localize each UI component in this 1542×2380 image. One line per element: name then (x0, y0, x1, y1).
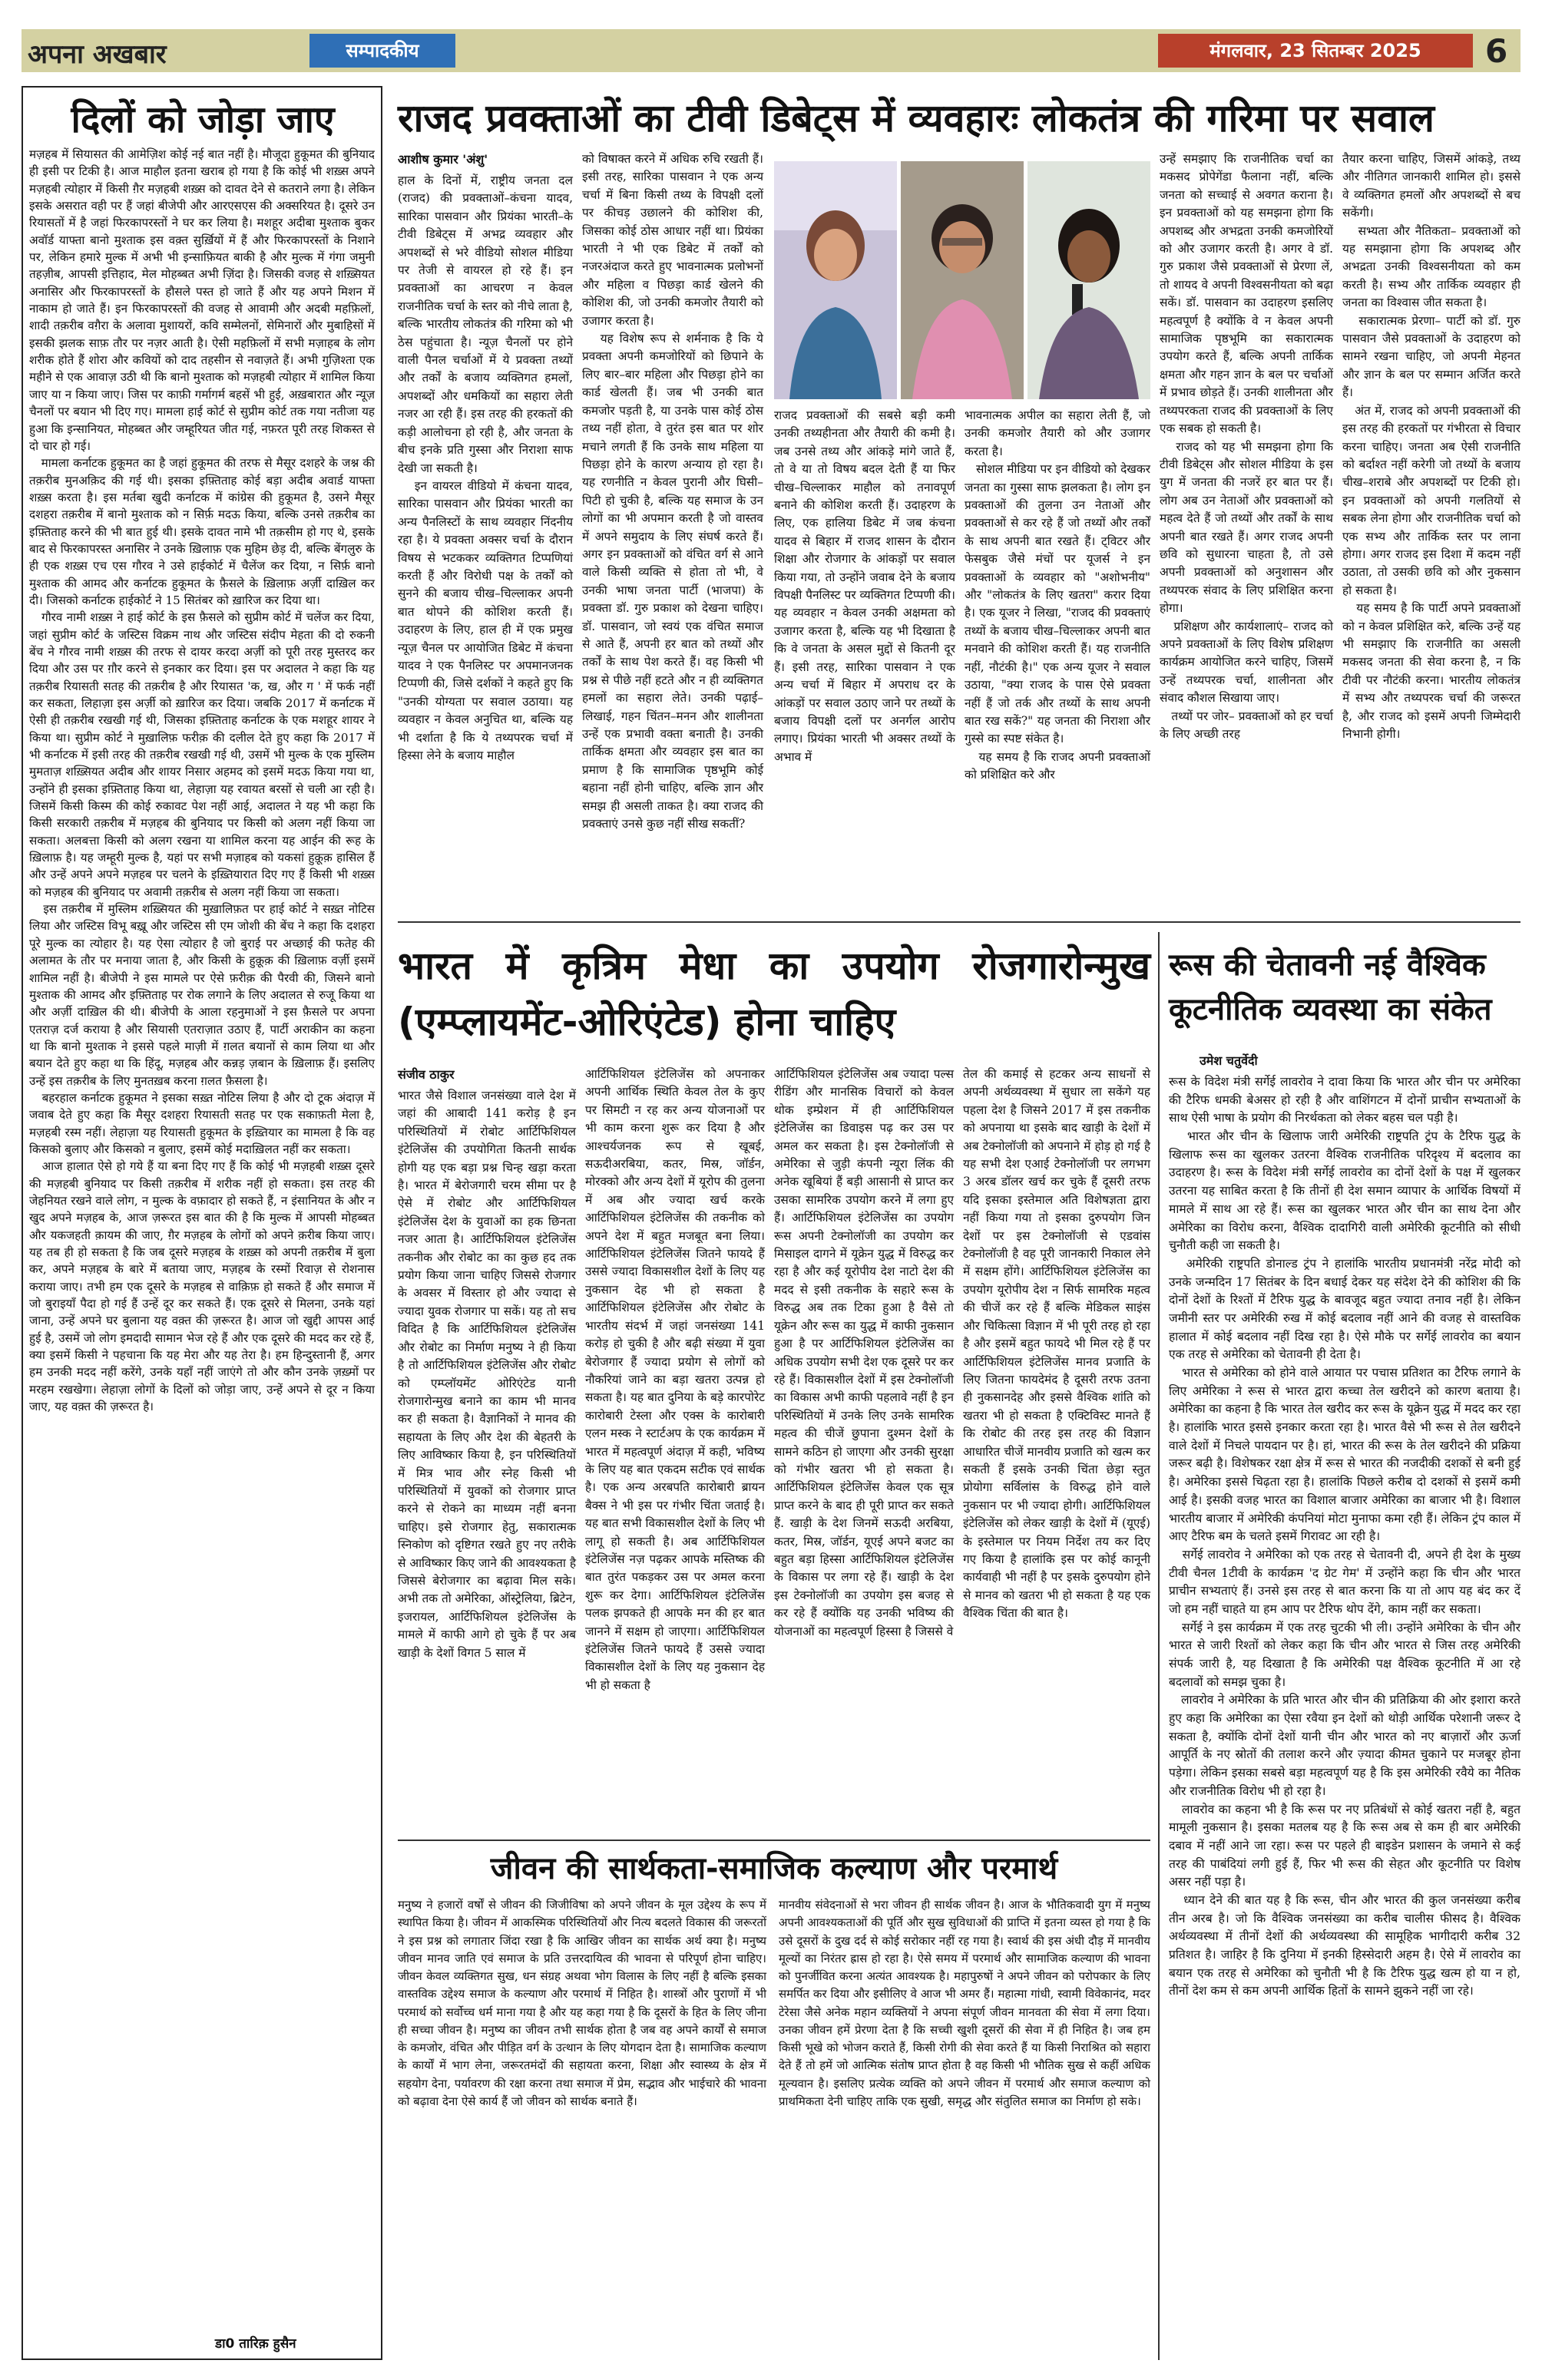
left-article-byline: डा0 तारिक़ हुसैन (215, 2336, 296, 2352)
page-number: 6 (1485, 32, 1508, 70)
article1-text-2: को विषाक्त करने में अधिक रुचि रखती हैं। इसी तरह, सारिका पासवान ने एक अन्य चर्चा में बिना किसी तथ्य के विपक्षी दलों पर कीचड़ उछालने की कोशिश की, जिसका कोई ठोस आधार नहीं था। प्रियंका भारती ने भी एक डिबेट में तर्कों को नजरअंदाज करते हुए भावनात्मक प्रलोभनों और महिला व पिछड़ा कार्ड खेलने की कोशिश की, जो उनकी कमजोर तैयारी को उजागर करता है। यह विशेष रूप से शर्मनाक है कि ये प्रवक्ता अपनी कमजोरियों को छिपाने के लिए बार–बार महिला और पिछड़ा होने का कार्ड खेलती हैं। जब भी उनकी बात कमजोर पड़ती है, या उनके पास कोई ठोस तथ्य नहीं होता, वे तुरंत इस बात पर शोर मचाने लगती हैं कि उनके साथ महिला या पिछड़ा होने के कारण अन्याय हो रहा है। यह रणनीति न केवल पुरानी और घिसी–पिटी हो चुकी है, बल्कि यह समाज के उन लोगों का भी अपमान करती है जो वास्तव में अपने समुदाय के लिए संघर्ष करते हैं। अगर इन प्रवक्ताओं को वंचित वर्ग से आने वाले किसी व्यक्ति से होता तो भी, वे उनकी भाषा जनता पार्टी (भाजपा) के प्रवक्ता डॉ. गुरु प्रकाश को देखना चाहिए। डॉ. पासवान, जो स्वयं एक वंचित समाज से आते हैं, अपनी हर बात को तथ्यों और तर्कों के साथ पेश करते हैं। वह किसी भी प्रश्न से पीछे नहीं हटते और न ही व्यक्तिगत हमलों का सहारा लेते। उनकी पढ़ाई–लिखाई, गहन चिंतन–मनन और शालीनता उन्हें एक प्रभावी वक्ता बनाती है। उनकी तार्किक क्षमता और व्यवहार इस बात का प्रमाण है कि सामाजिक पृष्ठभूमि कोई बहाना नहीं होनी चाहिए, बल्कि ज्ञान और समझ ही असली ताकत है। क्या राजद की प्रवक्ताएं उनसे कुछ नहीं सीख सकतीं? (582, 152, 763, 831)
article2-col-2 (585, 1066, 769, 1833)
article3-headline: रूस की चेतावनी नई वैश्विक कूटनीतिक व्यवस्था का संकेत (1169, 947, 1492, 1027)
article4-col-2 (779, 1896, 1154, 2360)
article1-col-1 (398, 150, 573, 911)
article4-text-2: मानवीय संवेदनाओं से भरा जीवन ही सार्थक जीवन है। आज के भौतिकवादी युग में मनुष्य अपनी आवश्यकताओं की पूर्ति और सुख सुविधाओं की प्राप्ति में इतना व्यस्त हो गया है कि उसे दूसरों के दुख दर्द से कोई सरोकार नहीं रह गया है। स्वार्थ की इस अंधी दौड़ में मानवीय मूल्यों का निरंतर ह्रास हो रहा है। ऐसे समय में परमार्थ और सामाजिक कल्याण की भावना को पुनर्जीवित करना अत्यंत आवश्यक है। महापुरुषों ने अपने जीवन को परोपकार के लिए समर्पित कर दिया और इसीलिए वे आज भी अमर हैं। महात्मा गांधी, स्वामी विवेकानंद, मदर टेरेसा जैसे अनेक महान व्यक्तियों ने अपना संपूर्ण जीवन मानवता की सेवा में लगा दिया। उनका जीवन हमें प्रेरणा देता है कि सच्ची खुशी दूसरों की सेवा में ही निहित है। जब हम किसी भूखे को भोजन कराते हैं, किसी रोगी की सेवा करते हैं या किसी निराश्रित को सहारा देते हैं तो हमें जो आत्मिक संतोष प्राप्त होता है वह किसी भी भौतिक सुख से कहीं अधिक मूल्यवान है। इसलिए प्रत्येक व्यक्ति को अपने जीवन में परमार्थ और समाज कल्याण को प्राथमिकता देनी चाहिए ताकि एक सुखी, समृद्ध और संतुलित समाज का निर्माण हो सके। (779, 1898, 1154, 2108)
article2-col-1 (398, 1066, 580, 1833)
article2-author: संजीव ठाकुर (398, 1067, 455, 1082)
section-label: सम्पादकीय (309, 34, 455, 68)
page-header (22, 29, 1520, 72)
article2-text-3: आर्टिफिशियल इंटेलिजेंस अब ज्यादा पल्स रीडिंग और मानसिक विचारों को केवल थोक इम्प्रेशन में ही आर्टिफिशियल इंटेलिजेंस का डिवाइस पढ़ कर उस पर अमल कर सकता है। इस टेक्नोलॉजी से अमेरिका से जुड़ी कंपनी न्यूरा लिंक की अनेक खूबियां हैं बड़ी आसानी से प्राप्त कर उसका सामरिक उपयोग करने में लगा हुए हैं। आर्टिफिशियल इंटेलिजेंस का उपयोग रूस अपनी टेक्नोलॉजी का उपयोग कर मिसाइल दागने में यूक्रेन युद्ध में विरुद्ध कर रहा है और कई यूरोपीय देश नाटो देश की मदद से इसी तकनीक के सहारे रूस के विरुद्ध अब तक टिका हुआ है वैसे तो यूक्रेन और रूस का युद्ध में काफी नुकसान हुआ है पर आर्टिफिशियल इंटेलिजेंस का अधिक उपयोग सभी देश एक दूसरे पर कर रहे हैं। विकासशील देशों में इस टेक्नोलॉजी का विकास अभी काफी पहलावे नहीं है इन परिस्थितियों में उनके लिए उनके सामरिक महत्व की चीजें छुपाना दुश्मन देशों के सामने कठिन हो जाएगा और उनकी सुरक्षा को गंभीर खतरा भी हो सकता है। आर्टिफिशियल इंटेलिजेंस केवल एक सूत्र प्राप्त करने के बाद ही पूरी प्राप्त कर सकते हैं. खाड़ी के देश जिनमें सऊदी अरबिया, कतर, मिस्र, जॉर्डन, यूएई अपने बजट का बहुत बड़ा हिस्सा आर्टिफिशियल इंटेलिजेंस के विकास पर लगा रहे हैं। खाड़ी के देश इस टेक्नोलॉजी का उपयोग इस बजह से कर रहे हैं क्योंकि यह उनकी भविष्य की योजनाओं का महत्वपूर्ण हिस्सा है जिससे वे (774, 1067, 958, 1638)
article2-text-1: भारत जैसे विशाल जनसंख्या वाले देश में जहां की आबादी 141 करोड़ है इन परिस्थितियों में रोबोट आर्टिफिशियल इंटेलिजेंस की उपयोगिता कितनी सार्थक होगी यह एक बड़ा प्रश्न चिन्ह खड़ा करता है। भारत में बेरोजगारी चरम सीमा पर है ऐसे में रोबोट और आर्टिफिशियल इंटेलिजेंस देश के युवाओं का हक छिनता नजर आता है। आर्टिफिशियल इंटेलिजेंस तकनीक और रोबोट का का कुछ हद तक प्रयोग किया जाना चाहिए जिससे रोजगार के अवसर में विस्तार हो और ज्यादा से ज्यादा युवक रोजगार पा सकें। यह तो सच विदित है कि आर्टिफिशियल इंटेलिजेंस और रोबोट का निर्माण मनुष्य ने ही किया है तो आर्टिफिशियल इंटेलिजेंस और रोबोट को एम्प्लॉयमेंट ओरिएंटेड यानी रोजगारोन्मुख बनाने का काम भी मानव कर ही सकता है। वैज्ञानिकों ने मानव की सहायता के लिए और देश की बेहतरी के लिए आविष्कार किया है, इन परिस्थितियों में मित्र भाव और स्नेह किसी भी परिस्थितियों में युवकों को रोजगार प्राप्त करने से रोकने का माध्यम नहीं बनना चाहिए। इसे रोजगार हेतु, सकारात्मक स्निकोण को दृष्टिगत रखते हुए नए तरीके से आविष्कार किए जाने की आवश्यकता है जिससे बेरोजगार का बढ़ावा मिल सके। अभी तक तो अमेरिका, ऑस्ट्रेलिया, ब्रिटेन, इजरायल, आर्टिफिशियल इंटेलिजेंस के मामले में काफी आगे हो चुके हैं पर अब खाड़ी के देशों विगत 5 साल में (398, 1089, 580, 1660)
article1-col-6 (1342, 150, 1520, 911)
spokesperson-photo-1 (774, 161, 897, 399)
article3-col (1169, 1052, 1520, 2365)
article1-author: आशीष कुमार 'अंशु' (398, 152, 488, 167)
article1-text-6: तैयार करना चाहिए, जिसमें आंकड़े, तथ्य और नीतिगत जानकारी शामिल हो। इससे वे व्यक्तिगत हमलों और अपशब्दों से बच सकेंगी। सभ्यता और नैतिकता– प्रवक्ताओं को यह समझाना होगा कि अपशब्द और अभद्रता उनकी विश्वसनीयता को कम करती है। सभ्य और तार्किक व्यवहार ही जनता का विश्वास जीत सकता है। सकारात्मक प्रेरणा– पार्टी को डॉ. गुरु पासवान जैसे प्रवक्ताओं के उदाहरण को सामने रखना चाहिए, जो अपनी मेहनत और ज्ञान के बल पर सम्मान अर्जित करते हैं। अंत में, राजद को अपनी प्रवक्ताओं की इस तरह की हरकतों पर गंभीरता से विचार करना चाहिए। जनता अब ऐसी राजनीति को बर्दाश्त नहीं करेगी जो तथ्यों के बजाय चीख–शराबे और अपशब्दों पर टिकी हो। इन प्रवक्ताओं को अपनी गलतियों से सबक लेना होगा और राजनीतिक चर्चा को एक सभ्य और तार्किक स्तर पर लाना होगा। अगर राजद इस दिशा में कदम नहीं उठाता, तो उसकी छवि को और नुकसान हो सकता है। यह समय है कि पार्टी अपने प्रवक्ताओं को न केवल प्रशिक्षित करे, बल्कि उन्हें यह भी समझाए कि राजनीति का असली मकसद जनता की सेवा करना है, न कि टीवी पर नौटंकी करना। भारतीय लोकतंत्र में सभ्य और तथ्यपरक चर्चा की जरूरत है, और राजद को इसमें अपनी जिम्मेदारी निभानी होगी। (1342, 152, 1520, 741)
left-article-body: मज़हब में सियासत की आमेज़िश कोई नई बात नहीं है। मौजूदा हुकूमत की बुनियाद ही इसी पर टिकी है। आज माहौल इतना खराब हो गया है कि कोई भी शख़्स अपने मज़हबी त्योहार में किसी ग़ैर मज़हबी शख़्स को दावत देने से कतराने लगा है। लेकिन इसके असरात वही पर हैं जहां बीजेपी और आरएसएस की अक्सरियत है। दूसरे उन रियासतों में है जहां फिरकापरस्तों ने घर कर लिया है। मशहूर अदीबा मुश्ताक बुकर अवॉर्ड याफ्ता बानो मुश्ताक इस वक़्त सुर्ख़ियों में हैं और फिरकापरस्तों के निशाने पर, लेकिन हमारे मुल्क में अभी भी इन्साफ़ियत बाकी है और मुल्क में गंगा जमुनी तहज़ीब, आपसी इत्तिहाद, मेल मोहब्बत अभी ज़िंदा है। जिसकी वजह से शख़्सियत अनासिर और फिरकापरस्तों के हौसले पस्त हो जाते हैं और यह अपने मिशन में नाकाम हो जाते हैं। इन फिरकापरस्तों की वजह से आवामी और अदबी महफ़िलों, शादी तक़रीब वग़ैरा के अलावा मुशायरों, कवि सम्मेलनों, सेमिनारों और मुबाहिसों में इसकी झलक साफ़ तौर पर नज़र आती है। ऐसी महफ़िलों में सभी मज़ाहब के लोग शरीक होते हैं शोरा और कवियों को दाद तहसीन से नवाज़ते हैं। अभी गुज़िश्ता एक महीने से एक आवाज़ उठी थी कि बानो मुश्ताक को मज़हबी त्योहार में शामिल किया जाए या न किया जाए। जिस पर काफ़ी गर्मागर्म बहसें भी हुई, अख़बारात और न्यूज़ चैनलों पर बयान भी दिए गए। मामला हाई कोर्ट से सुप्रीम कोर्ट तक गया नतीजा यह हुआ कि इन्सानियत, मोहब्बत और जम्हूरियत जीत गई, नफ़रत पूरी तरह शिकस्त से दो चार हो गई। मामला कर्नाटक हुकूमत का है जहां हुकूमत की तरफ से मैसूर दशहरे के जश्न की तक़रीब मुनअक़िद की गई थी। इसका इफ़्तिताह कोई बड़ा अदीब अवार्ड याफ्ता शख़्स करता है। इस मर्तबा खुदी कर्नाटक में कांग्रेस की हुकूमत है, उसने मैसूर दशहरा तक़रीब में बानो मुश्ताक को न सिर्फ़ मदऊ किया, बल्कि उनसे तक़रीब का इफ़्तिताह करने की भी बात हुई थी। इसके दावत नामे भी तक़सीम हो गए थे, इसके बाद से फिरकापरस्त अनासिर ने उनके ख़िलाफ़ एक मुहिम छेड़ दी, बल्कि बेंगलुरु के ही एक शख़्स एच एस गौरव ने उसे हाईकोर्ट में चैलेंज कर दिया, न सिर्फ़ बानो मुश्ताक की आमद और कर्नाटक हुकूमत के फ़ैसले के ख़िलाफ़ अर्ज़ी दाख़िल कर दी। जिसको कर्नाटक हाईकोर्ट ने 15 सितंबर को ख़ारिज कर दिया था। गौरव नामी शख़्स ने हाई कोर्ट के इस फ़ैसले को सुप्रीम कोर्ट में चलेंज कर दिया, जहां सुप्रीम कोर्ट के जस्टिस विक्रम नाथ और जस्टिस संदीप मेहता की दो रुकनी बेंच ने गौरव नामी शख़्स की तरफ से दायर करदा अर्ज़ी को पूरी तरह मुस्तरद कर दिया और उस पर ग़ौर करने से इनकार कर दिया। इस पर अदालत ने कहा कि यह तक़रीब रियासती सतह की तक़रीब है और रियासत 'क, ख, और ग ' में फर्क नहीं कर सकता, लिहाज़ा इस अर्ज़ी को ख़ारिज कर दिया। जबकि 2017 में कर्नाटक में ऐसी ही तक़रीब रखखी गई थी, जिसका इफ़्तिताह कर्नाटक के एक मशहूर शायर ने किया था। सुप्रीम कोर्ट ने मुख़ालिफ़ फरीक़ की दलील देते हुए कहा कि 2017 में भी कर्नाटक में इसी तरह की तक़रीब रखखी गई थी, उसमें भी मुल्क के एक मुस्लिम मुमताज़ शख़्सियत अदीब और शायर निसार अहमद को इसमें मदऊ किया गया था, उन्होंने ही इसका इफ़्तिताह किया था, लेहाज़ा यह रवायत बरसों से चली आ रही है। जिसमें किसी किस्म की कोई रुकावट पेश नहीं आई, अदालत ने यह भी कहा कि किसी सरकारी तक़रीब में मज़हब की बुनियाद पर किसी को अलग नहीं किया जा सकता। अलबत्ता किसी को अलग रखना या शामिल करना यह आईन की रूह के ख़िलाफ़ है। यह जम्हूरी मुल्क है, यहां पर सभी मज़ाहब को यकसां हुक़ूक़ हासिल हैं और उन्हें अपने अपने मज़हब पर चलने के इख़्तियारात दिए गए हैं किसी भी शख़्स को मज़हब की बुनियाद पर अवामी तक़रीब से अलग नहीं किया जा सकता। इस तक़रीब में मुस्लिम शख़्सियत की मुख़ालिफ़त पर हाई कोर्ट ने सख़्त नोटिस लिया और जस्टिस विभू बख़्रू और जस्टिस सी एम जोशी की बेंच ने कहा कि दशहरा पूरे मुल्क का त्योहार है। यह ऐसा त्योहार है जो बुराई पर अच्छाई की फतेह की अलामत के तौर पर मनाया जाता है, और किसी के हुक़ूक़ की ख़िलाफ़ वर्ज़ी इसमें शामिल नहीं है। बीजेपी ने इस मामले पर ऐसे फ़रीक़ की पैरवी की, जिसने बानो मुश्ताक की आमद और इफ़्तिताह पर रोक लगाने के लिए अदालत से रुजू किया था और अर्ज़ी दाख़िल की थी। बीजेपी के आला रहनुमाओं ने इस फ़ैसले पर अपना एतराज़ दर्ज कराया है और सियासी एतराज़ात उठाए हैं, पार्टी अराकीन का कहना था कि बानो मुश्ताक ने इससे पहले माज़ी में ग़लत बयानों से काम लिया था और बयान देते हुए कहा था कि हिंदू, मज़हब और कन्नड़ ज़बान के ख़िलाफ़ हैं। इसलिए उन्हें इस तक़रीब के लिए मुनतख़ब करना ग़लत फ़ैसला है। बहरहाल कर्नाटक हुकूमत ने इसका सख़्त नोटिस लिया है और दो टूक अंदाज़ में जवाब देते हुए कहा कि मैसूर दशहरा रियासती सतह पर एक सकाफ़ती मेला है, मज़हबी रस्म नहीं। लेहाज़ा यह रियासती हुकूमत के इख़्तियार का मामला है कि वह किसको बुलाए और किसको न बुलाए, इसमें कोई मदाख़िलत नहीं कर सकता। आज हालात ऐसे हो गये हैं या बना दिए गए हैं कि कोई भी मज़हबी शख़्स दूसरे की मज़हबी बुनियाद पर किसी तक़रीब में शरीक नहीं हो सकता। इस तरह की जेहनियत रखने वाले लोग, न मुल्क के वफ़ादार हो सकते हैं, न इंसानियत के और न खुद अपने मज़हब के, आज ज़रूरत इस बात की है कि मुल्क में आपसी मोहब्बत और यकजहती क़ायम की जाए, ग़ैर मज़हब के लोगों को अपने क़रीब किया जाए। यह तब ही हो सकता है कि जब दूसरे मज़हब के शख़्स को अपनी तक़रीब में बुला कर, अपने मज़हब के बारे में बताया जाए, मज़हब के रस्मों रिवाज़ से रोशनास कराया जाए। तभी हम एक दूसरे के मज़हब से वाक़िफ़ हो सकते हैं और समाज में जो बुराइयाँ पैदा हो गई हैं उन्हें दूर कर सकते हैं। एक दूसरे से मिलना, उनके यहां जाना, उन्हें अपने घर बुलाना यह वक़्त की ज़रूरत है। आज जो खुद्दी आपस आई हुई है, उसमें जो लोग इमदादी सामान भेज रहे हैं और एक दूसरे की मदद कर रहे हैं, क्या इसमें किसी ने पहचाना कि यह मेरा और यह तेरा है। हम हिन्दुस्तानी हैं, अगर हम उनकी मदद नहीं करेंगे, उनके यहाँ नहीं जाएंगे तो और कौन उनके ज़ख़्मों पर मरहम रखखेगा। लेहाज़ा लोगों के दिलों को जोड़ा जाए, उन्हें अपने से दूर न किया जाए, यह वक़्त की ज़रूरत है। (29, 147, 375, 1414)
issue-date: मंगलवार, 23 सितम्बर 2025 (1158, 34, 1473, 68)
article4-text-1: मनुष्य ने हजारों वर्षों से जीवन की जिजीविषा को अपने जीवन के मूल उद्देश्य के रूप में स्थापित किया है। जीवन में आकस्मिक परिस्थितियों और नित्य बदलते विकास की जरूरतों ने इस प्रश्न को लगातार जिंदा रखा है कि आखिर जीवन का सार्थक अर्थ क्या है। मनुष्य जीवन मानव जाति एवं समाज के प्रति उत्तरदायित्व की भावना से परिपूर्ण होना चाहिए। जीवन केवल व्यक्तिगत सुख, धन संग्रह अथवा भोग विलास के लिए नहीं है बल्कि इसका वास्तविक उद्देश्य समाज के कल्याण और परमार्थ में निहित है। शास्त्रों और पुराणों में भी परमार्थ को सर्वोच्च धर्म माना गया है और यह कहा गया है कि दूसरों के हित के लिए जीना ही सच्चा जीवन है। मनुष्य का जीवन तभी सार्थक होता है जब वह अपने कार्यों से समाज के कमजोर, वंचित और पीड़ित वर्ग के उत्थान के लिए योगदान देता है। सामाजिक कल्याण के कार्यों में भाग लेना, जरूरतमंदों की सहायता करना, शिक्षा और स्वास्थ्य के क्षेत्र में सहयोग देना, पर्यावरण की रक्षा करना तथा समाज में प्रेम, सद्भाव और भाईचारे की भावना को बढ़ावा देना ऐसे कार्य हैं जो जीवन को सार्थक बनाते हैं। (398, 1898, 770, 2108)
left-article-body-col (29, 146, 375, 2326)
article4-headline: जीवन की सार्थकता-समाजिक कल्याण और परमार्थ (490, 1851, 1058, 1886)
article2-col-3 (774, 1066, 958, 1833)
column-rule (1158, 932, 1160, 2360)
article4-col-1 (398, 1896, 770, 2360)
article1-text-1: हाल के दिनों में, राष्ट्रीय जनता दल (राजद) की प्रवक्ताओं–कंचना यादव, सारिका पासवान और प्रियंका भारती–के टीवी डिबेट्स में अभद्र व्यवहार और अपशब्दों से भरे वीडियो सोशल मीडिया पर तेजी से वायरल हो रहे हैं। इन प्रवक्ताओं का आचरण न केवल राजनीतिक चर्चा के स्तर को नीचे लाता है, बल्कि भारतीय लोकतंत्र की गरिमा को भी ठेस पहुंचाता है। न्यूज़ चैनलों पर होने वाली पैनल चर्चाओं में ये प्रवक्ता तथ्यों और तर्कों के बजाय व्यक्तिगत हमलों, अपशब्दों और धमकियों का सहारा लेती नजर आ रही हैं। इस तरह की हरकतों की कड़ी आलोचना हो रही है, और जनता के बीच इनके प्रति गुस्सा और निराशा साफ देखी जा सकती है। इन वायरल वीडियो में कंचना यादव, सारिका पासवान और प्रियंका भारती का अन्य पैनलिस्टों के साथ व्यवहार निंदनीय रहा है। ये प्रवक्ता अक्सर चर्चा के दौरान विषय से भटककर व्यक्तिगत टिप्पणियां करती हैं और विरोधी पक्ष के तर्कों को सुनने की बजाय चीख–चिल्लाकर अपनी बात थोपने की कोशिश करती हैं। उदाहरण के लिए, हाल ही में एक प्रमुख न्यूज़ चैनल पर आयोजित डिबेट में कंचना यादव ने एक पैनलिस्ट पर अपमानजनक टिप्पणी की, जिसे दर्शकों ने कहते हुए कि "उनकी योग्यता पर सवाल उठाया। यह व्यवहार न केवल अनुचित था, बल्कि यह भी दर्शाता है कि ये तथ्यपरक चर्चा में हिस्सा लेने के बजाय माहौल (398, 174, 573, 762)
article1-text-5: उन्हें समझाए कि राजनीतिक चर्चा का मकसद प्रोपेगेंडा फैलाना नहीं, बल्कि जनता को सच्चाई से अवगत कराना है। इन प्रवक्ताओं को यह समझना होगा कि अपशब्द और अभद्रता उनकी कमजोरियों को और उजागर करती है। अगर वे डॉ. गुरु प्रकाश जैसे प्रवक्ताओं से प्रेरणा लें, तो शायद वे अपनी विश्वसनीयता को बढ़ा सकें। डॉ. पासवान का उदाहरण इसलिए महत्वपूर्ण है क्योंकि वे न केवल अपनी सामाजिक पृष्ठभूमि का सकारात्मक उपयोग करते हैं, बल्कि अपनी तार्किक क्षमता और गहन ज्ञान के बल पर चर्चाओं में प्रभाव छोड़ते हैं। उनकी शालीनता और तथ्यपरकता राजद की प्रवक्ताओं के लिए एक सबक हो सकती है। राजद को यह भी समझना होगा कि टीवी डिबेट्स और सोशल मीडिया के इस युग में जनता की नजरें हर बात पर हैं। लोग अब उन नेताओं और प्रवक्ताओं को महत्व देते हैं जो तथ्यों और तर्कों के साथ अपनी बात रखते हैं। अगर राजद अपनी छवि को सुधारना चाहता है, तो उसे अपनी प्रवक्ताओं को अनुशासन और तथ्यपरक संवाद के लिए प्रशिक्षित करना होगा। प्रशिक्षण और कार्यशालाएं– राजद को अपने प्रवक्ताओं के लिए विशेष प्रशिक्षण कार्यक्रम आयोजित करने चाहिए, जिसमें उन्हें तथ्यपरक चर्चा, शालीनता और संवाद कौशल सिखाया जाए। तथ्यों पर जोर– प्रवक्ताओं को हर चर्चा के लिए अच्छी तरह (1160, 152, 1333, 741)
article1-text-3: राजद प्रवक्ताओं की सबसे बड़ी कमी उनकी तथ्यहीनता और तैयारी की कमी है। जब उनसे तथ्य और आंकड़े मांगे जाते हैं, तो वे या तो विषय बदल देती हैं या फिर चीख–चिल्लाकर माहौल को तनावपूर्ण बनाने की कोशिश करती हैं। उदाहरण के लिए, एक हालिया डिबेट में जब कंचना यादव से बिहार में राजद शासन के दौरान शिक्षा और रोजगार के आंकड़ों पर सवाल किया गया, तो उन्होंने जवाब देने के बजाय विपक्षी पैनलिस्ट पर व्यक्तिगत टिप्पणी की। यह व्यवहार न केवल उनकी अक्षमता को उजागर करता है, बल्कि यह भी दिखाता है कि वे जनता के असल मुद्दों से कितनी दूर हैं। इसी तरह, सारिका पासवान ने एक अन्य चर्चा में बिहार में अपराध दर के आंकड़ों पर सवाल उठाए जाने पर तथ्यों के बजाय विपक्षी दलों पर अनर्गल आरोप लगाए। प्रियंका भारती भी अक्सर तथ्यों के अभाव में (774, 408, 959, 764)
left-article-headline: दिलों को जोड़ा जाए (71, 98, 335, 141)
newspaper-name: अपना अखबार (28, 39, 167, 70)
article1-photos (774, 161, 1150, 399)
article2-headline: भारत में कृत्रिम मेधा का उपयोग रोजगारोन्मुख (एम्प्लायमेंट-ओरिएंटेड) होना चाहिए (398, 944, 1150, 1044)
article3-author: उमेश चतुर्वेदी (1200, 1053, 1258, 1068)
article1-col-5 (1160, 150, 1333, 911)
article1-col-2 (582, 150, 763, 911)
article3-text: रूस के विदेश मंत्री सर्गेई लावरोव ने दावा किया कि भारत और चीन पर अमेरिका की टैरिफ धमकी बेअसर हो रही है और वाशिंगटन में दोनों प्राचीन सभ्यताओं के साथ ऐसी भाषा के प्रयोग की निरर्थकता को लेकर बहस चल पड़ी है। भारत और चीन के खिलाफ जारी अमेरिकी राष्ट्रपति ट्रंप के टैरिफ युद्ध के खिलाफ रूस का खुलकर उतरना वैश्विक राजनीतिक परिदृश्य में बदलाव का उदाहरण है। रूस के विदेश मंत्री सर्गेई लावरोव का दोनों देशों के पक्ष में खुलकर उतरना यह साबित करता है कि तीनों ही देश समान व्यापार के आर्थिक विषयों में मामले में साथ आ रहे हैं। रूस का खुलकर भारत और चीन का साथ देना और अमेरिका का विरोध करना, वैश्विक दादागिरी वाली अमेरिकी कूटनीति को सीधी चुनौती कही जा सकती है। अमेरिकी राष्ट्रपति डोनाल्ड ट्रंप ने हालांकि भारतीय प्रधानमंत्री नरेंद्र मोदी को उनके जन्मदिन 17 सितंबर के दिन बधाई देकर यह संदेश देने की कोशिश की कि दोनों देशों के रिश्तों में टैरिफ युद्ध के बावजूद बहुत ज्यादा तनाव नहीं है। लेकिन जमीनी स्तर पर अमेरिकी रुख में कोई बदलाव नहीं आने की वजह से वास्तविक हालात में कोई बदलाव नहीं दिख रहा है। ऐसे मौके पर सर्गेई लावरोव का बयान एक तरह से अमेरिका को चेतावनी ही देता है। भारत से अमेरिका को होने वाले आयात पर पचास प्रतिशत का टैरिफ लगाने के लिए अमेरिका ने रूस से भारत द्वारा कच्चा तेल खरीदने को कारण बताया है। अमेरिका का कहना है कि भारत तेल खरीद कर रूस के यूक्रेन युद्ध में मदद कर रहा है। हालांकि भारत इससे इनकार करता रहा है। भारत वैसे भी रूस से तेल खरीदने वाले देशों में निचले पायदान पर है। हां, भारत की रूस के तेल खरीदने की प्रक्रिया जरूर बढ़ी है। विशेषकर रक्षा क्षेत्र में रूस से भारत की नजदीकी दशकों से बनी हुई है। अमेरिका इससे चिढ़ता रहा है। हालांकि पिछले करीब दो दशकों से इसमें कमी आई है। इसकी वजह भारत का विशाल बाजार अमेरिका का बाजार भी है। विशाल भारतीय बाजार में अमेरिकी कंपनियां मोटा मुनाफा कमा रही हैं। लेकिन ट्रंप काल में आए टैरिफ बम के चलते इसमें गिरावट आ रही है। सर्गेई लावरोव ने अमेरिका को एक तरह से चेतावनी दी, अपने ही देश के मुख्य टीवी चैनल 1टीवी के कार्यक्रम 'द ग्रेट गेम' में उन्होंने कहा कि चीन और भारत प्राचीन सभ्यताएं हैं। उनसे इस तरह से बात करना कि या तो आप यह बंद कर दें जो हम नहीं चाहते या हम आप पर टैरिफ थोप देंगे, काम नहीं कर सकता। सर्गेई ने इस कार्यक्रम में एक तरह चुटकी भी ली। उन्होंने अमेरिका के चीन और भारत से जारी रिश्तों को लेकर कहा कि चीन और भारत से जिस तरह अमेरिकी संपर्क जारी है, यह दिखाता है कि अमेरिकी पक्ष वैश्विक कूटनीति में आ रहे बदलावों को समझ चुका है। लावरोव ने अमेरिका के प्रति भारत और चीन की प्रतिक्रिया की ओर इशारा करते हुए कहा कि अमेरिका का ऐसा रवैया इन देशों को थोड़ी आर्थिक परेशानी जरूर दे सकता है, क्योंकि दोनों देशों यानी चीन और भारत को नए बाज़ारों और ऊर्जा आपूर्ति के नए स्रोतों की तलाश करने और ज़्यादा कीमत चुकाने पर मजबूर होना पड़ेगा। लेकिन इसका सबसे बड़ा महत्वपूर्ण यह है कि इस अमेरिकी रवैये का नैतिक और राजनीतिक विरोध भी हो रहा है। लावरोव का कहना भी है कि रूस पर नए प्रतिबंधों से कोई खतरा नहीं है, बहुत मामूली नुकसान है। इसका मतलब यह है कि रूस अब से कम ही बार अमेरिकी दबाव में नहीं आने जा रहा। रूस पर पहले ही बाइडेन प्रशासन के जमाने से कई तरह की पाबंदियां लगी हुई हैं, फिर भी रूस की सेहत और कूटनीति पर विशेष असर नहीं पड़ा है। ध्यान देने की बात यह है कि रूस, चीन और भारत की कुल जनसंख्या करीब तीन अरब है। जो कि वैश्विक जनसंख्या का करीब चालीस फीसद है। वैश्विक अर्थव्यवस्था में तीनों देशों की अर्थव्यवस्था की सामूहिक भागीदारी करीब 32 प्रतिशत है। जाहिर है कि दुनिया में इनकी हिस्सेदारी अहम है। ऐसे में लावरोव का बयान एक तरह से अमेरिका को चुनौती भी है कि टैरिफ युद्ध खत्म हो या न हो, तीनों देश कम से कम अपनी आर्थिक हितों के सामने झुकने नहीं जा रहे। (1169, 1075, 1521, 1998)
article1-headline: राजद प्रवक्ताओं का टीवी डिबेट्स में व्यवहारः लोकतंत्र की गरिमा पर सवाल (398, 96, 1434, 140)
spokesperson-photo-3 (1027, 161, 1150, 399)
spokesperson-photo-2 (901, 161, 1024, 399)
article2-text-2: आर्टिफिशियल इंटेलिजेंस को अपनाकर अपनी आर्थिक स्थिति केवल तेल के कुए पर सिमटी न रह कर अन्य योजनाओं पर भी काम करना शुरू कर दिया है और आश्चर्यजनक रूप से खूबई, सऊदीअरबिया, कतर, मिस्र, जॉर्डन, मोरक्को और अन्य देशों में यूरोप की तुलना में अब और ज्यादा खर्च करके आर्टिफिशियल इंटेलिजेंस की तकनीक को अपने देश में बहुत मजबूत बना लिया। आर्टिफिशियल इंटेलिजेंस जितने फायदे हैं उससे ज्यादा विकासशील देशों के लिए यह नुकसान देह भी हो सकता है आर्टिफिशियल इंटेलिजेंस और रोबोट के भारतीय संदर्भ में जहां जनसंख्या 141 करोड़ हो चुकी है और बढ़ी संख्या में युवा बेरोजगार हैं ज्यादा प्रयोग से लोगों को नौकरियां जाने का बड़ा खतरा उत्पन्न हो सकता है। यह बात दुनिया के बड़े कारपोरेट कारोबारी टेस्ला और एक्स के कारोबारी एलन मस्क ने स्टार्टअप के एक कार्यक्रम में भारत में महत्वपूर्ण अंदाज़ में कही, भविष्य के लिए यह बात एकदम सटीक एवं सार्थक है। एक अन्य अरबपति कारोबारी ब्रायन बैक्स ने भी इस पर गंभीर चिंता जताई है। यह बात सभी विकासशील देशों के लिए भी लागू हो सकती है। अब आर्टिफिशियल इंटेलिजेंस नज़ पढ़कर आपके मस्तिष्क की बात तुरंत पकड़कर उस पर अमल करना शुरू कर देगा। आर्टिफिशियल इंटेलिजेंस पलक झपकते ही आपके मन की हर बात जानने में सक्षम हो जाएगा। आर्टिफिशियल इंटेलिजेंस जितने फायदे हैं उससे ज्यादा विकासशील देशों के लिए यह नुकसान देह भी हो सकता है (585, 1067, 769, 1692)
article2-text-4: तेल की कमाई से हटकर अन्य साधनों से अपनी अर्थव्यवस्था में सुधार ला सकेंगे यह पहला देश है जिसने 2017 में इस तकनीक को अपनाया था इसके बाद खाड़ी के देशों में अब टेक्नोलॉजी को अपनाने में होड़ हो गई है यह सभी देश एआई टेक्नोलॉजी पर लगभग 3 अरब डॉलर खर्च कर चुके हैं दूसरी तरफ यदि इसका इस्तेमाल अति विशेषज्ञता द्वारा नहीं किया गया तो इसका दुरुपयोग जिन देशों पर इस टेक्नोलॉजी से एडवांस टेक्नोलॉजी है वह पूरी जानकारी निकाल लेने में सक्षम होंगे। आर्टिफिशियल इंटेलिजेंस का उपयोग यूरोपीय देश न सिर्फ सामरिक महत्व की चीजें कर रहे हैं बल्कि मेडिकल साइंस और चिकित्सा विज्ञान में भी पूरी तरह हो रहा है और इसमें बहुत फायदे भी मिल रहे हैं पर आर्टिफिशियल इंटेलिजेंस मानव प्रजाति के लिए जितना फायदेमंद है दूसरी तरफ उतना ही नुकसानदेह और इससे वैश्विक शांति को खतरा भी हो सकता है एक्टिविस्ट मानते हैं कि रोबोट की तरह इस तरह की विज्ञान आधारित चीजें मानवीय प्रजाति को खत्म कर सकती हैं इसके उनकी चिंता छेड़ा स्तुत प्रोयोगा सर्विलांस के विरुद्ध होने वाले नुकसान पर भी ज्यादा होगी। आर्टिफिशियल इंटेलिजेंस को लेकर खाड़ी के देशों में (यूएई) के इस्तेमाल पर नियम निर्देश तय कर दिए गए किया है हालांकि इस पर कोई कानूनी कार्यवाही भी नहीं है पर इसके दुरुपयोग होने से मानव को खतरा भी हो सकता है यह एक वैश्विक चिंता की बात है। (963, 1067, 1154, 1621)
article1-col-4 (965, 407, 1150, 911)
article1-text-4: भावनात्मक अपील का सहारा लेती हैं, जो उनकी कमजोर तैयारी को और उजागर करता है। सोशल मीडिया पर इन वीडियो को देखकर जनता का गुस्सा साफ झलकता है। लोग इन प्रवक्ताओं की तुलना उन नेताओं और प्रवक्ताओं से कर रहे हैं जो तथ्यों और तर्कों के साथ अपनी बात रखते हैं। ट्विटर और फेसबुक जैसे मंचों पर यूजर्स ने इन प्रवक्ताओं के व्यवहार को "अशोभनीय" और "लोकतंत्र के लिए खतरा" करार दिया है। एक यूजर ने लिखा, "राजद की प्रवक्ताएं तथ्यों के बजाय चीख–चिल्लाकर अपनी बात मनवाने की कोशिश करती हैं। यह राजनीति नहीं, नौटंकी है।" एक अन्य यूजर ने सवाल उठाया, "क्या राजद के पास ऐसे प्रवक्ता नहीं हैं जो तर्क और तथ्यों के साथ अपनी बात रख सकें?" यह जनता की निराशा और गुस्से का स्पष्ट संकेत है। यह समय है कि राजद अपनी प्रवक्ताओं को प्रशिक्षित करे और (965, 408, 1150, 782)
article1-col-3 (774, 407, 959, 911)
article4-top-rule (398, 1840, 1150, 1841)
article2-col-4 (963, 1066, 1154, 1833)
divider-rule (398, 921, 1520, 923)
